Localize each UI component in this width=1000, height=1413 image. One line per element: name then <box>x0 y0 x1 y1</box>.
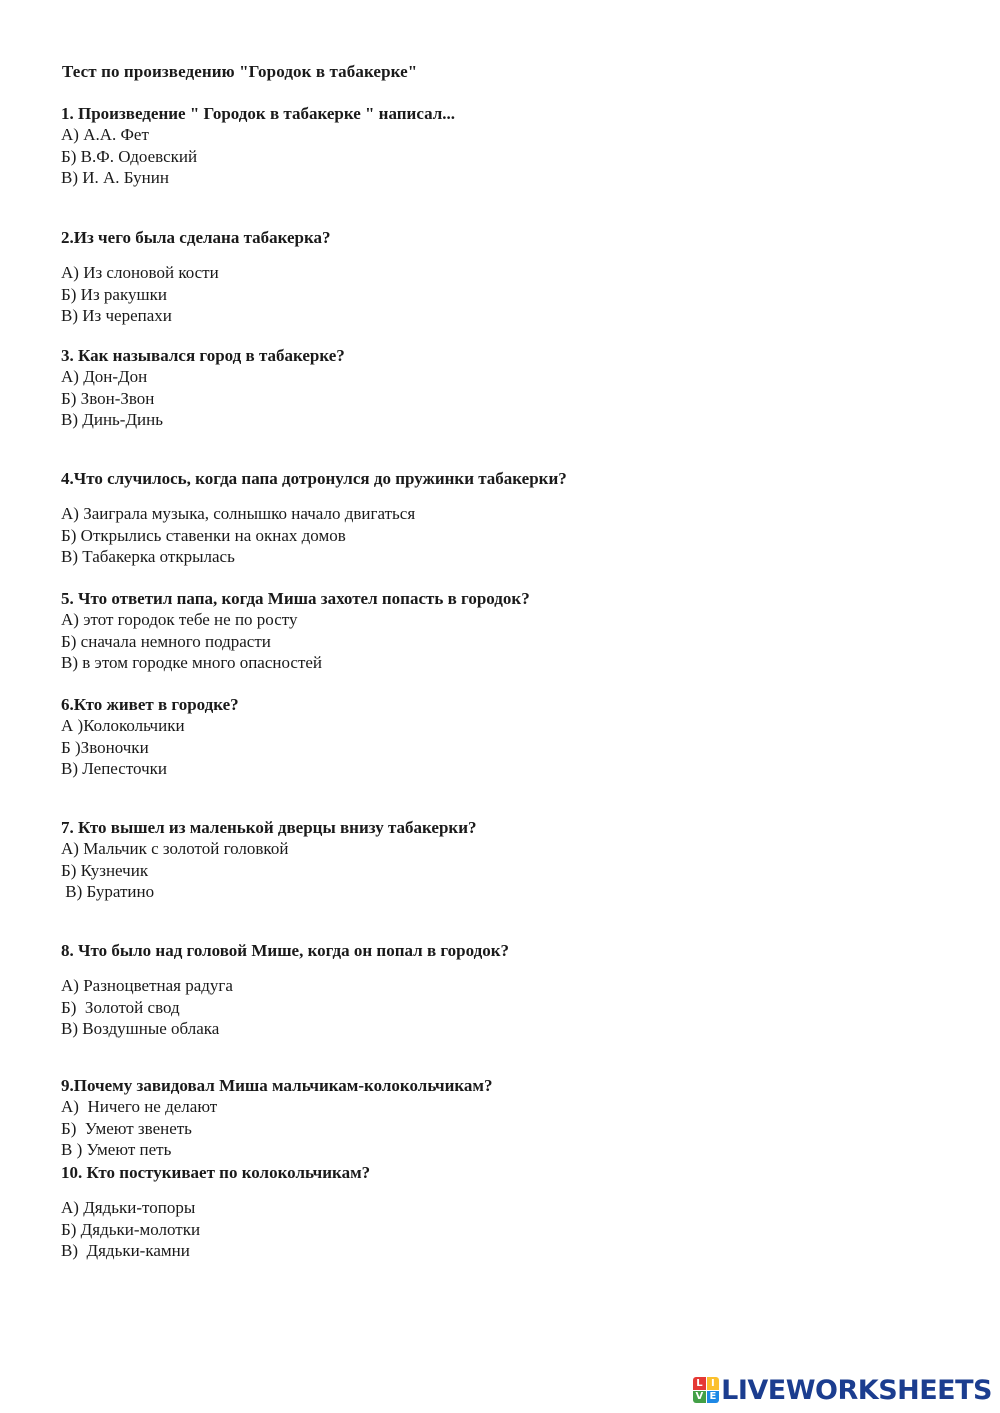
question-5 <box>61 588 941 674</box>
worksheet-title: Тест по произведению "Городок в табакерке" <box>62 62 418 81</box>
answer-option-a: А )Колокольчики <box>61 716 185 735</box>
answer-option-b: Б) Кузнечик <box>61 860 149 880</box>
logo-mark-letter: I <box>707 1377 720 1390</box>
answer-option-v: В) в этом городке много опасностей <box>61 653 323 672</box>
question-2 <box>61 227 941 327</box>
question-9 <box>61 1075 941 1161</box>
question-text: 7. Кто вышел из маленькой дверцы внизу табакерки? <box>61 818 477 837</box>
answer-option-v: В) Буратино <box>61 882 155 901</box>
answer-option-b: Б) Умеют звенеть <box>61 1118 192 1138</box>
question-text: 6.Кто живет в городке? <box>61 695 239 714</box>
answer-option-a: А) Дон-Дон <box>61 367 148 386</box>
answer-option-v: В ) Умеют петь <box>61 1140 172 1159</box>
logo-mark-letter: V <box>693 1391 706 1404</box>
question-1 <box>61 103 941 189</box>
answer-option-a: А) Разноцветная радуга <box>61 976 233 995</box>
answer-option-a: А) Мальчик с золотой головкой <box>61 839 289 858</box>
answer-option-v: В) Динь-Динь <box>61 410 163 429</box>
question-text: 1. Произведение " Городок в табакерке " написал... <box>61 104 456 123</box>
question-6 <box>61 694 941 780</box>
liveworksheets-logo[interactable] <box>693 1372 992 1408</box>
answer-option-b: Б) Звон-Звон <box>61 388 155 408</box>
liveworksheets-logo-icon <box>693 1377 719 1403</box>
question-text: 9.Почему завидовал Миша мальчикам-колокольчикам? <box>61 1076 493 1095</box>
logo-mark-letter: L <box>693 1377 706 1390</box>
answer-option-v: В) И. А. Бунин <box>61 168 169 187</box>
question-10 <box>61 1162 941 1262</box>
answer-option-a: А) Ничего не делают <box>61 1097 218 1116</box>
answer-option-v: В) Лепесточки <box>61 759 167 778</box>
answer-option-v: В) Из черепахи <box>61 306 172 325</box>
answer-option-a: А) Заиграла музыка, солнышко начало двигаться <box>61 504 416 523</box>
question-text: 4.Что случилось, когда папа дотронулся до пружинки табакерки? <box>61 469 567 488</box>
answer-option-b: Б) Открылись ставенки на окнах домов <box>61 525 346 545</box>
answer-option-b: Б) сначала немного подрасти <box>61 631 271 651</box>
answer-option-b: Б) Из ракушки <box>61 284 167 304</box>
question-text: 8. Что было над головой Мише, когда он попал в городок? <box>61 941 510 960</box>
question-7 <box>61 817 941 903</box>
question-text: 3. Как назывался город в табакерке? <box>61 346 345 365</box>
logo-text: LIVEWORKSHEETS <box>721 1374 992 1406</box>
answer-option-v: В) Воздушные облака <box>61 1019 220 1038</box>
answer-option-a: А) А.А. Фет <box>61 125 149 144</box>
question-8 <box>61 940 941 1040</box>
question-text: 10. Кто постукивает по колокольчикам? <box>61 1163 371 1182</box>
question-3 <box>61 345 941 431</box>
answer-option-a: А) Из слоновой кости <box>61 263 219 282</box>
answer-option-b: Б )Звоночки <box>61 737 149 757</box>
question-text: 5. Что ответил папа, когда Миша захотел попасть в городок? <box>61 589 530 608</box>
question-text: 2.Из чего была сделана табакерка? <box>61 228 331 247</box>
question-4 <box>61 468 941 568</box>
logo-mark-letter: E <box>707 1391 720 1404</box>
answer-option-v: В) Дядьки-камни <box>61 1241 190 1260</box>
answer-option-b: Б) Золотой свод <box>61 997 180 1017</box>
answer-option-b: Б) Дядьки-молотки <box>61 1219 201 1239</box>
answer-option-a: А) Дядьки-топоры <box>61 1198 196 1217</box>
answer-option-a: А) этот городок тебе не по росту <box>61 610 298 629</box>
answer-option-b: Б) В.Ф. Одоевский <box>61 146 198 166</box>
answer-option-v: В) Табакерка открылась <box>61 547 235 566</box>
